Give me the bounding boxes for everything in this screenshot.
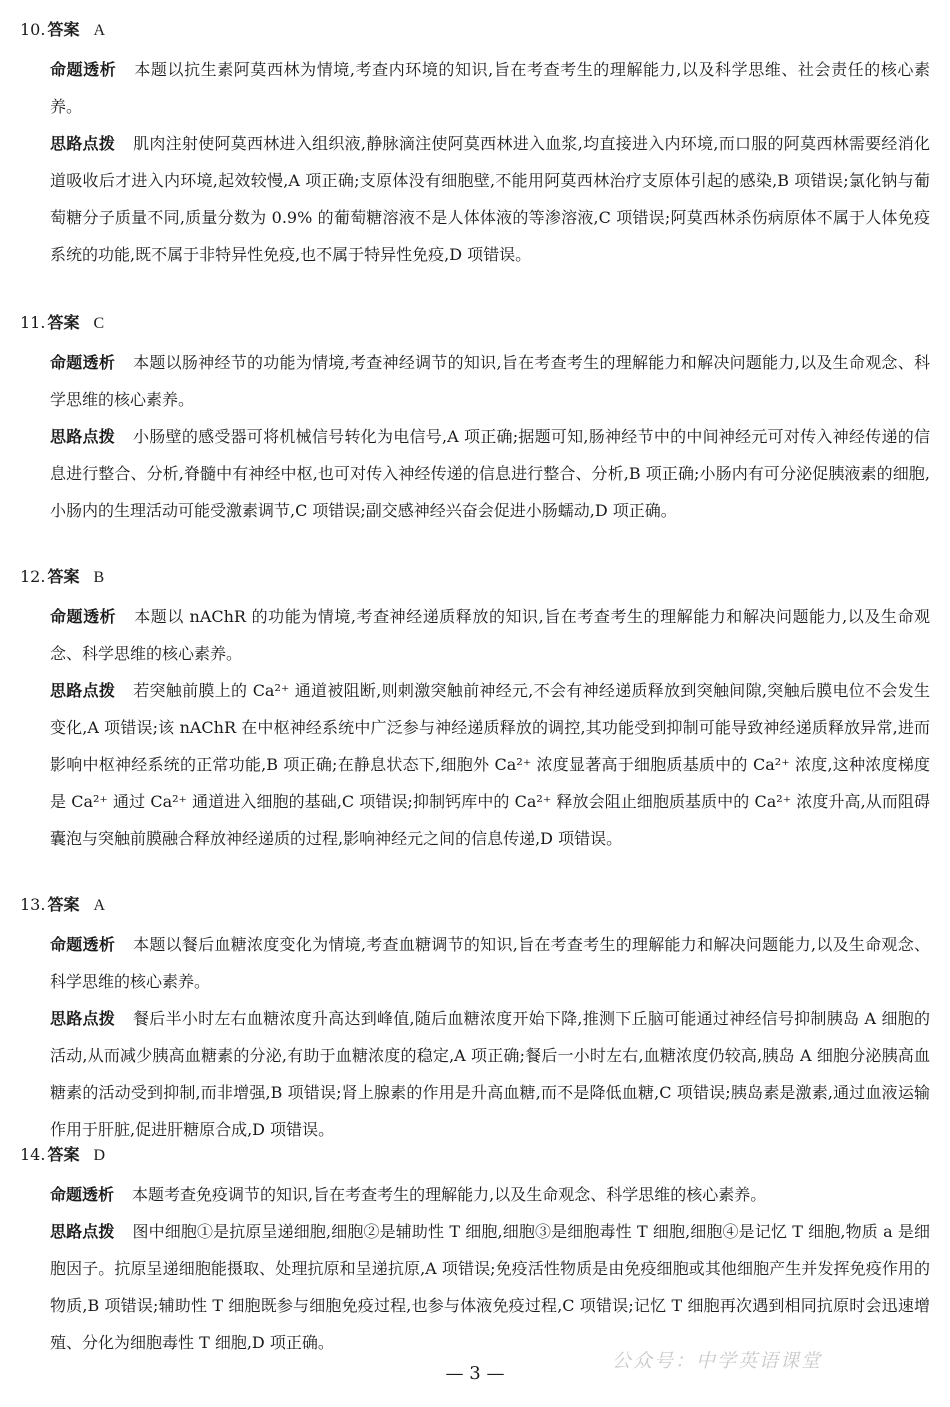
analysis-block	[50, 1213, 930, 1361]
intent-block	[50, 926, 930, 1000]
question-number: 14.	[20, 1145, 46, 1164]
analysis-label: 思路点拨	[50, 134, 116, 153]
answer-value: B	[93, 569, 105, 586]
intent-text: 本题以肠神经节的功能为情境,考查神经调节的知识,旨在考查考生的理解能力和解决问题能力,以及生命观念、科学思维的核心素养。	[50, 353, 930, 409]
answer-line	[20, 19, 930, 41]
analysis-label: 思路点拨	[50, 427, 116, 446]
answer-value: A	[93, 22, 106, 39]
intent-text: 本题以抗生素阿莫西林为情境,考查内环境的知识,旨在考查考生的理解能力,以及科学思维、社会责任的核心素养。	[50, 60, 930, 116]
answer-label: 答案	[47, 20, 80, 39]
question-11	[20, 312, 930, 529]
intent-label: 命题透析	[50, 353, 116, 372]
answer-label: 答案	[47, 895, 80, 914]
answer-line	[20, 566, 930, 588]
answer-label: 答案	[47, 567, 80, 586]
question-12	[20, 566, 930, 857]
intent-block	[50, 344, 930, 418]
page-number: — 3 —	[445, 1363, 505, 1384]
analysis-text: 图中细胞①是抗原呈递细胞,细胞②是辅助性 T 细胞,细胞③是细胞毒性 T 细胞,细胞④是记忆 T 细胞,物质 a 是细胞因子。抗原呈递细胞能摄取、处理抗原和呈递抗原,A 项错误;免疫活性物质是由免疫细胞或其他细胞产生并发挥免疫作用的物质,B 项错误;辅助性 T 细胞既参与细胞免疫过程,也参与体液免疫过程,C 项错误;记忆 T 细胞再次遇到相同抗原时会迅速增殖、分化为细胞毒性 T 细胞,D 项正确。	[50, 1222, 930, 1352]
intent-block	[50, 51, 930, 125]
question-number: 11.	[20, 313, 46, 332]
analysis-block	[50, 672, 930, 857]
question-14	[20, 1144, 930, 1361]
answer-label: 答案	[47, 1145, 80, 1164]
question-number: 10.	[20, 20, 46, 39]
analysis-text: 肌肉注射使阿莫西林进入组织液,静脉滴注使阿莫西林进入血浆,均直接进入内环境,而口服的阿莫西林需要经消化道吸收后才进入内环境,起效较慢,A 项正确;支原体没有细胞壁,不能用阿莫西林治疗支原体引起的感染,B 项错误;氯化钠与葡萄糖分子质量不同,质量分数为 0.9% 的葡萄糖溶液不是人体体液的等渗溶液,C 项错误;阿莫西林杀伤病原体不属于人体免疫系统的功能,既不属于非特异性免疫,也不属于特异性免疫,D 项错误。	[50, 134, 930, 264]
intent-block	[50, 1176, 930, 1213]
watermark: 公众号：中学英语课堂	[612, 1350, 823, 1372]
question-number: 12.	[20, 567, 46, 586]
intent-label: 命题透析	[50, 1185, 115, 1204]
intent-label: 命题透析	[50, 935, 116, 954]
intent-block	[50, 598, 930, 672]
analysis-text: 小肠壁的感受器可将机械信号转化为电信号,A 项正确;据题可知,肠神经节中的中间神经元可对传入神经传递的信息进行整合、分析,脊髓中有神经中枢,也可对传入神经传递的信息进行整合、分析,B 项正确;小肠内有可分泌促胰液素的细胞,小肠内的生理活动可能受激素调节,C 项错误;副交感神经兴奋会促进小肠蠕动,D 项正确。	[50, 427, 930, 520]
analysis-label: 思路点拨	[50, 1222, 115, 1241]
answer-value: D	[93, 1147, 106, 1164]
answer-label: 答案	[47, 313, 80, 332]
answer-value: C	[93, 315, 105, 332]
analysis-block	[50, 125, 930, 273]
analysis-label: 思路点拨	[50, 681, 116, 700]
question-13	[20, 894, 930, 1148]
intent-label: 命题透析	[50, 60, 117, 79]
analysis-block	[50, 1000, 930, 1148]
analysis-label: 思路点拨	[50, 1009, 116, 1028]
analysis-text: 餐后半小时左右血糖浓度升高达到峰值,随后血糖浓度开始下降,推测下丘脑可能通过神经信号抑制胰岛 A 细胞的活动,从而减少胰高血糖素的分泌,有助于血糖浓度的稳定,A 项正确;餐后一小时左右,血糖浓度仍较高,胰岛 A 细胞分泌胰高血糖素的活动受到抑制,而非增强,B 项错误;肾上腺素的作用是升高血糖,而不是降低血糖,C 项错误;胰岛素是激素,通过血液运输作用于肝脏,促进肝糖原合成,D 项错误。	[50, 1009, 930, 1139]
intent-text: 本题以 nAChR 的功能为情境,考查神经递质释放的知识,旨在考查考生的理解能力和解决问题能力,以及生命观念、科学思维的核心素养。	[50, 607, 930, 663]
answer-line	[20, 312, 930, 334]
question-number: 13.	[20, 895, 46, 914]
answer-value: A	[93, 897, 106, 914]
answer-line	[20, 894, 930, 916]
analysis-block	[50, 418, 930, 529]
intent-text: 本题考查免疫调节的知识,旨在考查考生的理解能力,以及生命观念、科学思维的核心素养。	[132, 1185, 767, 1204]
intent-label: 命题透析	[50, 607, 117, 626]
answer-line	[20, 1144, 930, 1166]
intent-text: 本题以餐后血糖浓度变化为情境,考查血糖调节的知识,旨在考查考生的理解能力和解决问题能力,以及生命观念、科学思维的核心素养。	[50, 935, 930, 991]
question-10	[20, 19, 930, 273]
analysis-text: 若突触前膜上的 Ca²⁺ 通道被阻断,则刺激突触前神经元,不会有神经递质释放到突触间隙,突触后膜电位不会发生变化,A 项错误;该 nAChR 在中枢神经系统中广泛参与神经递质释放的调控,其功能受到抑制可能导致神经递质释放异常,进而影响中枢神经系统的正常功能,B 项正确;在静息状态下,细胞外 Ca²⁺ 浓度显著高于细胞质基质中的 Ca²⁺ 浓度,这种浓度梯度是 Ca²⁺ 通过 Ca²⁺ 通道进入细胞的基础,C 项错误;抑制钙库中的 Ca²⁺ 释放会阻止细胞质基质中的 Ca²⁺ 浓度升高,从而阻碍囊泡与突触前膜融合释放神经递质的过程,影响神经元之间的信息传递,D 项错误。	[50, 681, 930, 848]
